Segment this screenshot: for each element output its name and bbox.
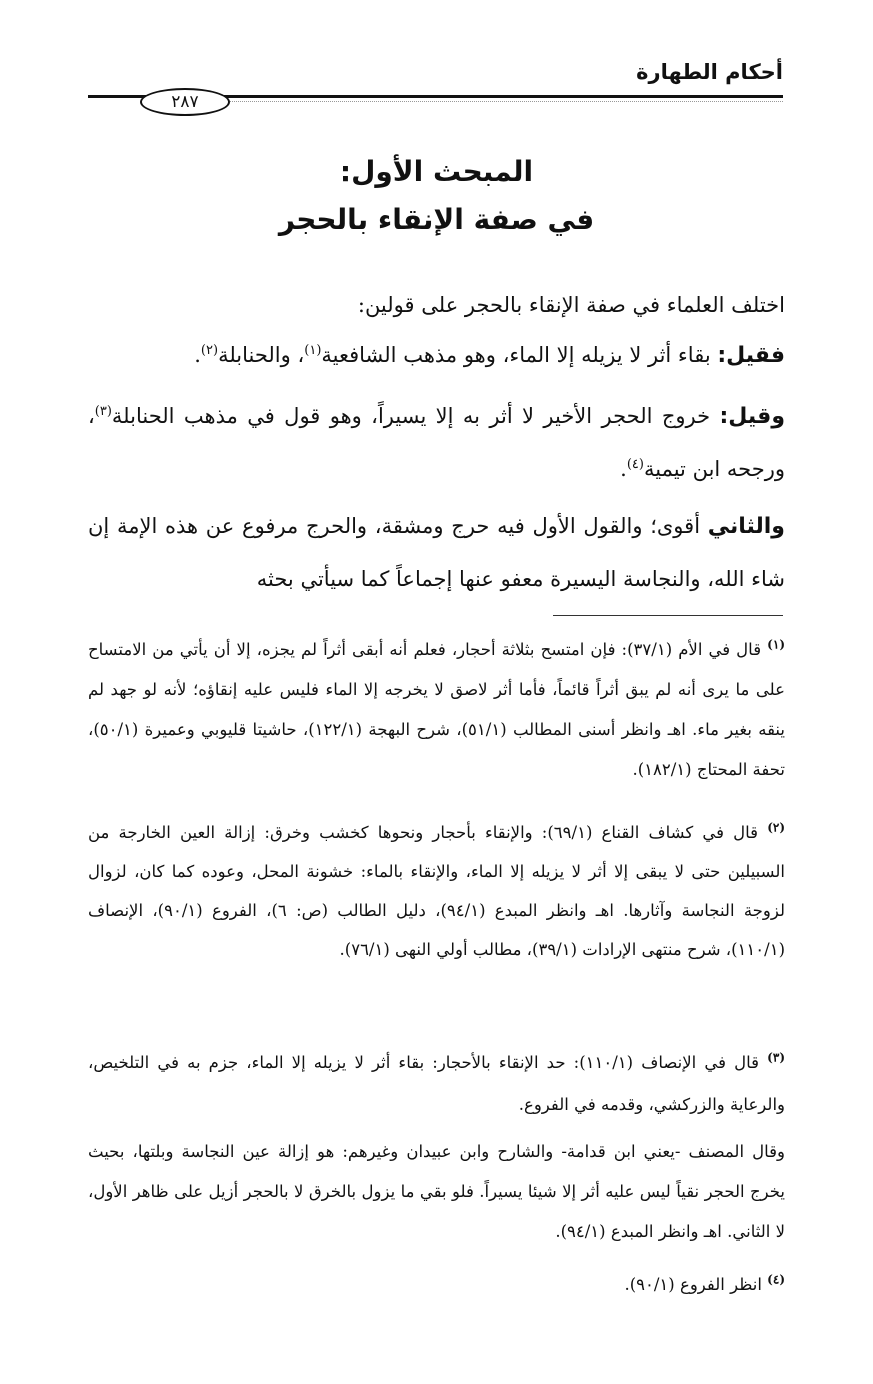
footnote-3-continuation <box>88 1132 785 1252</box>
footnote-4-text: انظر الفروع (٩٠/١). <box>624 1275 762 1294</box>
footnote-4-mark: (٤) <box>767 1272 785 1287</box>
running-title: أحكام الطهارة <box>636 60 783 84</box>
paragraph-intro-text: اختلف العلماء في صفة الإنقاء بالحجر على قولين: <box>357 293 785 317</box>
second-opinion-text: خروج الحجر الأخير لا أثر به إلا يسيراً، وهو قول في مذهب الحنابلة <box>111 404 720 428</box>
footnote-ref-4[interactable]: (٤) <box>626 457 644 472</box>
first-opinion-lead: فقيل: <box>717 343 785 368</box>
footnote-divider <box>553 615 783 616</box>
footnote-3-mark: (٣) <box>767 1050 785 1065</box>
second-opinion-end: . <box>620 457 627 481</box>
footnote-2-mark: (٢) <box>767 820 786 835</box>
footnote-ref-3[interactable]: (٣) <box>94 404 112 419</box>
footnote-3 <box>88 1042 785 1126</box>
footnote-4 <box>88 1265 785 1305</box>
footnote-2 <box>88 813 785 969</box>
footnote-ref-2[interactable]: (٢) <box>200 343 219 358</box>
second-opinion-text-2: ، ورجحه ابن تيمية <box>88 404 785 481</box>
paragraph-second-opinion <box>88 390 785 495</box>
section-subheading: في صفة الإنقاء بالحجر <box>278 203 595 236</box>
page-number: ٢٨٧ <box>140 88 230 116</box>
preference-lead: والثاني <box>707 514 785 539</box>
footnote-1 <box>88 630 785 790</box>
first-opinion-text-2: ، والحنابلة <box>218 343 305 367</box>
footnote-1-text: قال في الأم (٣٧/١): فإن امتسح بثلاثة أحجار، فعلم أنه أبقى أثراً لم يجزه، إلا أن يأتي من الامتساح على ما يرى أنه لم يبق أثراً قائماً، فأما أثر لاصق لا يخرجه إلا الماء فليس عليه إنقاؤه؛ لأنه لو جهد لم ينقه بغير ماء. اهـ وانظر أسنى المطالب (٥١/١)، شرح البهجة (١٢٢/١)، حاشيتا قليوبي وعميرة (٥٠/١)، تحفة المحتاج (١٨٢/١). <box>88 640 785 779</box>
footnote-1-mark: (١) <box>767 637 785 652</box>
footnote-ref-1[interactable]: (١) <box>304 343 322 358</box>
header-dotted-rule <box>230 101 783 102</box>
footnote-3-text: قال في الإنصاف (١١٠/١): حد الإنقاء بالأحجار: بقاء أثر لا يزيله إلا الماء، جزم به في التلخيص، والرعاية والزركشي، وقدمه في الفروع. <box>88 1053 785 1114</box>
preference-text: أقوى؛ والقول الأول فيه حرج ومشقة، والحرج مرفوع عن هذه الإمة إن شاء الله، والنجاسة اليسيرة معفو عنها إجماعاً كما سيأتي بحثه <box>88 514 785 591</box>
footnote-2-text: قال في كشاف القناع (٦٩/١): والإنقاء بأحجار ونحوها كخشب وخرق: إزالة العين الخارجة من السبيلين حتى لا يبقى إلا أثر لا يزيله إلا الماء، والإنقاء بالماء: خشونة المحل، وعوده كما كان، لزوال لزوجة النجاسة وآثارها. اهـ وانظر المبدع (٩٤/١)، دليل الطالب (ص: ٦)، الفروع (٩٠/١)، الإنصاف (١١٠/١)، شرح منتهى الإرادات (٣٩/١)، مطالب أولي النهى (٧٦/١). <box>88 823 785 959</box>
paragraph-preference <box>88 500 785 605</box>
second-opinion-lead: وقيل: <box>719 404 785 429</box>
paragraph-intro <box>88 285 785 325</box>
footnote-3-continuation-text: وقال المصنف -يعني ابن قدامة- والشارح وابن عبيدان وغيرهم: هو إزالة عين النجاسة وبلتها، بحيث يخرج الحجر نقياً ليس عليه أثر إلا شيئا يسيراً. فلو بقي ما يزول بالخرق لا بالحجر أزيل على ظاهر الأول، لا الثاني. اهـ وانظر المبدع (٩٤/١). <box>88 1142 785 1241</box>
first-opinion-end: . <box>194 343 201 367</box>
section-heading: المبحث الأول: <box>339 155 534 188</box>
first-opinion-text: بقاء أثر لا يزيله إلا الماء، وهو مذهب الشافعية <box>321 343 718 367</box>
paragraph-first-opinion <box>88 335 785 376</box>
